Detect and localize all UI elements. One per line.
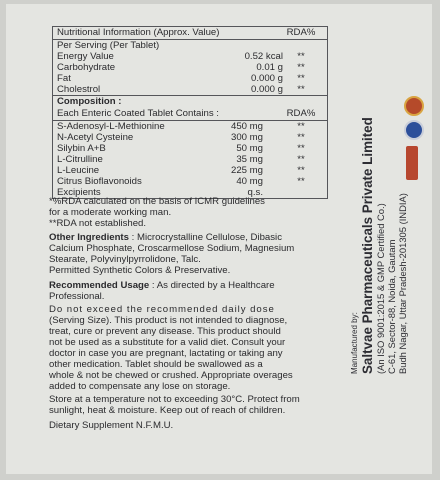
ingredient-rda: ** — [297, 154, 305, 165]
ingredient-name: S-Adenosyl-L-Methionine — [57, 121, 165, 132]
other-ingredients-text: Permitted Synthetic Colors & Preservative. — [49, 265, 231, 276]
warning-line: doctor in case you are pregnant, lactating or taking any — [49, 348, 283, 359]
table-row — [53, 62, 327, 73]
badge-icon — [404, 120, 424, 140]
other-ingredients — [49, 232, 341, 276]
ingredient-rda: ** — [297, 132, 305, 143]
footer-text: Dietary Supplement N.F.M.U. — [49, 420, 174, 431]
manufacturer-block — [350, 0, 434, 374]
ingredient-rda: ** — [297, 176, 305, 187]
warning-line: (Serving Size). This product is not intended to diagnose, — [49, 315, 288, 326]
usage-text: Professional. — [49, 291, 105, 302]
ingredient-value: 50 mg — [236, 143, 263, 154]
nutrition-header — [53, 27, 327, 40]
table-row — [53, 176, 327, 187]
nutrient-rda: ** — [297, 73, 305, 84]
ingredient-rda: ** — [297, 121, 305, 132]
certification: (An ISO 9001:2015 & GMP Certified Co.) — [375, 203, 386, 374]
ingredient-rda: ** — [297, 165, 305, 176]
nutrient-value: 0.01 g — [256, 62, 283, 73]
supplement-footer — [49, 420, 341, 431]
composition-subtitle-row — [53, 108, 327, 121]
ingredient-name: Excipients — [57, 187, 101, 198]
ingredient-value: 225 mg — [231, 165, 263, 176]
rda-note: **RDA not established. — [49, 218, 147, 229]
warning-line: not be used as a substitute for a valid diet. Consult your — [49, 337, 286, 348]
rda-note: for a moderate working man. — [49, 207, 172, 218]
ingredient-rda: ** — [297, 143, 305, 154]
nutrient-value: 0.52 kcal — [244, 51, 283, 62]
serving-label: Per Serving (Per Tablet) — [57, 40, 160, 51]
table-row — [53, 132, 327, 143]
nutrient-value: 0.000 g — [250, 84, 283, 95]
ingredient-value: 450 mg — [231, 121, 263, 132]
table-row — [53, 51, 327, 62]
other-ingredients-text: : Microcrystalline Cellulose, Dibasic — [131, 232, 282, 243]
rda-note: *%RDA calculated on the basis of ICMR guidelines — [49, 196, 265, 207]
nutrition-header-label: Nutritional Information (Approx. Value) — [57, 27, 220, 38]
warning-line: other medication. Tablet should be swallowed as a — [49, 359, 263, 370]
table-row — [53, 165, 327, 176]
composition-subtitle: Each Enteric Coated Tablet Contains : — [57, 108, 219, 119]
warning-line: Do not exceed the recommended daily dose — [49, 304, 275, 315]
nutrient-value: 0.000 g — [250, 73, 283, 84]
other-ingredients-text: Stearate, Polyvinylpyrrolidone, Talc. — [49, 254, 201, 265]
ingredient-value: q.s. — [247, 187, 263, 198]
ingredient-name: Silybin A+B — [57, 143, 106, 154]
serving-row — [53, 40, 327, 51]
table-row — [53, 84, 327, 95]
nutrient-name: Energy Value — [57, 51, 114, 62]
nutrient-name: Fat — [57, 73, 71, 84]
ingredient-value: 40 mg — [236, 176, 263, 187]
nutrient-name: Carbohydrate — [57, 62, 116, 73]
usage-label: Recommended Usage — [49, 280, 150, 291]
nutrient-rda: ** — [297, 84, 305, 95]
storage-instructions — [49, 394, 341, 416]
company-name: Saltvae Pharmaceuticals Private Limited — [360, 117, 375, 374]
table-row — [53, 154, 327, 165]
rda-notes — [49, 196, 341, 229]
warning-line: added to compensate any lose on storage. — [49, 381, 231, 392]
warning-line: treat, cure or prevent any disease. This product should — [49, 326, 281, 337]
ingredient-name: L-Citrulline — [57, 154, 103, 165]
certification-logos — [402, 96, 424, 186]
brand-icon — [406, 146, 418, 180]
table-row — [53, 73, 327, 84]
recommended-usage — [49, 280, 341, 302]
composition-rda-header: RDA% — [286, 108, 316, 119]
nutrient-rda: ** — [297, 51, 305, 62]
warning-paragraph — [49, 304, 341, 392]
seal-icon — [404, 96, 424, 116]
manufactured-by: Manufactured by: — [350, 312, 359, 374]
ingredient-name: N-Acetyl Cysteine — [57, 132, 134, 143]
usage-text: : As directed by a Healthcare — [151, 280, 275, 291]
ingredient-name: L-Leucine — [57, 165, 100, 176]
warning-line: whole & not be chewed or crushed. Appropriate overages — [49, 370, 293, 381]
composition-title: Composition : — [57, 96, 122, 107]
address-line: Budh Nagar, Uttar Pradesh-201305 (INDIA) — [397, 193, 408, 374]
other-ingredients-label: Other Ingredients — [49, 232, 129, 243]
ingredient-value: 35 mg — [236, 154, 263, 165]
storage-line: sunlight, heat & moisture. Keep out of reach of children. — [49, 405, 286, 416]
nutrient-name: Cholestrol — [57, 84, 101, 95]
table-row — [53, 121, 327, 132]
storage-line: Store at a temperature not to exceeding 30°C. Protect from — [49, 394, 300, 405]
composition-title-row — [53, 95, 327, 108]
table-row — [53, 143, 327, 154]
nutrition-table — [52, 26, 328, 199]
address-line: C-61, Sector-88, Noida, Gautam — [386, 239, 397, 374]
other-ingredients-text: Calcium Phosphate, Croscarmellose Sodium, Magnesium — [49, 243, 295, 254]
ingredient-name: Citrus Bioflavonoids — [57, 176, 142, 187]
nutrient-rda: ** — [297, 62, 305, 73]
nutrition-header-rda: RDA% — [286, 27, 316, 38]
ingredient-value: 300 mg — [231, 132, 263, 143]
label-card — [6, 4, 432, 474]
